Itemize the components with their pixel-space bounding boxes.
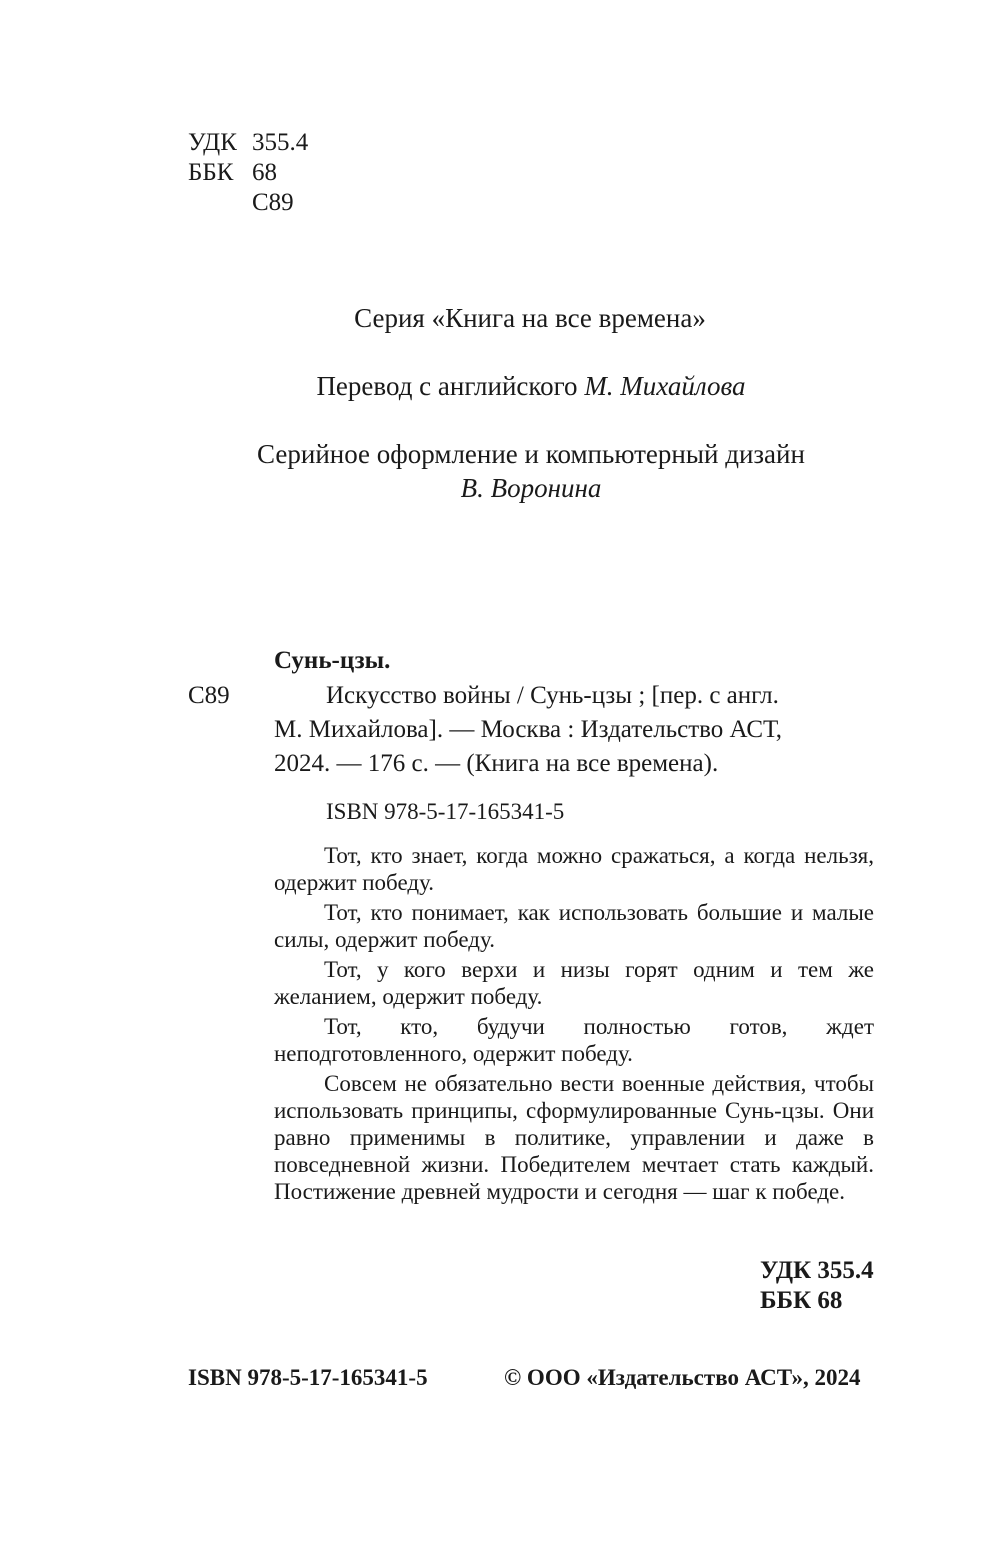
footer-isbn: ISBN 978-5-17-165341-5 bbox=[188, 1365, 428, 1390]
annotation bbox=[274, 842, 874, 1208]
bbk-value: 68 bbox=[252, 159, 277, 186]
bib-line-3: 2024. — 176 с. — (Книга на все времена). bbox=[274, 750, 719, 777]
bbk-row bbox=[188, 158, 308, 188]
bottom-bbk: ББК 68 bbox=[760, 1287, 843, 1314]
annotation-paragraph: Тот, кто понимает, как использовать большие и малые силы, одержит победу. bbox=[274, 900, 874, 952]
bbk-label: ББК bbox=[188, 159, 234, 186]
annotation-paragraph: Тот, у кого верхи и низы горят одним и тем же желанием, одержит победу. bbox=[274, 957, 874, 1009]
bib-author-mark: С89 bbox=[188, 682, 230, 709]
translator-name: М. Михайлова bbox=[584, 371, 746, 401]
author-mark: С89 bbox=[252, 189, 294, 216]
bib-author: Сунь-цзы. bbox=[274, 647, 391, 674]
series-line: Серия «Книга на все времена» bbox=[354, 303, 706, 333]
translation-line bbox=[0, 370, 1000, 402]
udk-label: УДК bbox=[188, 129, 237, 156]
annotation-paragraph: Тот, кто знает, когда можно сражаться, а когда нельзя, одержит победу. bbox=[274, 843, 874, 895]
footer-copyright: © ООО «Издательство АСТ», 2024 bbox=[504, 1365, 861, 1390]
bottom-udk: УДК 355.4 bbox=[760, 1257, 874, 1284]
annotation-paragraph: Тот, кто, будучи полностью готов, ждет неподготовленного, одержит победу. bbox=[274, 1014, 874, 1066]
translation-prefix: Перевод с английского bbox=[316, 371, 578, 401]
udk-row bbox=[188, 128, 308, 158]
bib-isbn: ISBN 978-5-17-165341-5 bbox=[326, 799, 565, 824]
bib-line-1: Искусство войны / Сунь-цзы ; [пер. с англ. bbox=[326, 682, 779, 709]
annotation-paragraph: Совсем не обязательно вести военные действия, чтобы использовать принципы, сформулированные Сунь-цзы. Они равно применимы в политике, управлении и даже в повседневной жизни. Победителем мечтает стать каждый. Постижение древней мудрости и сегодня — шаг к победе. bbox=[274, 1071, 874, 1204]
classification-block bbox=[188, 128, 308, 218]
author-mark-row bbox=[188, 188, 308, 218]
designer-name: В. Воронина bbox=[460, 473, 602, 503]
udk-value: 355.4 bbox=[252, 129, 309, 156]
design-line: Серийное оформление и компьютерный дизайн bbox=[257, 439, 805, 469]
bib-line-2: М. Михайлова]. — Москва : Издательство АСТ, bbox=[274, 716, 783, 743]
